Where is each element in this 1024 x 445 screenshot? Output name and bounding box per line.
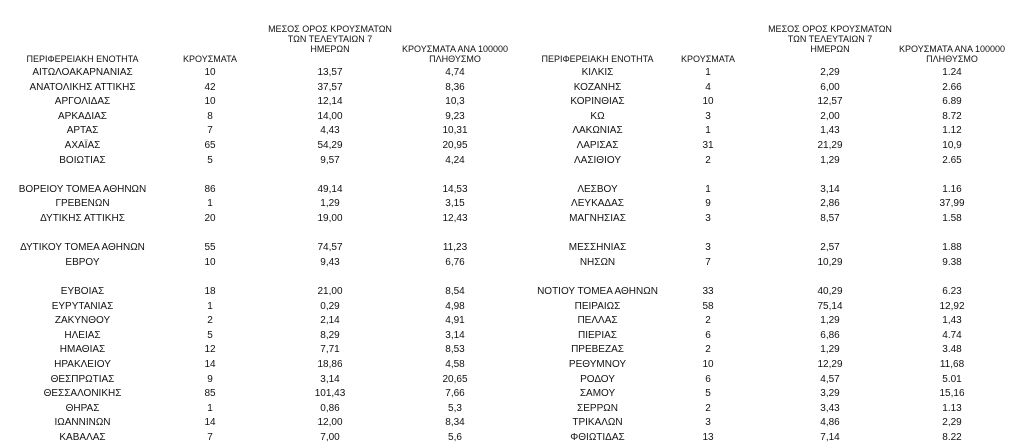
table-row <box>0 256 1024 270</box>
table-row <box>0 212 1024 226</box>
right-cell-avg: 2,29 <box>820 67 840 78</box>
left-cell-avg: 0,29 <box>320 300 340 312</box>
left-cell-per100k: 5,3 <box>448 402 462 414</box>
left-cell-avg: 54,29 <box>317 140 343 151</box>
right-cell-region: ΠΙΕΡΙΑΣ <box>578 329 617 341</box>
table-row <box>0 139 1024 153</box>
left-cell-region: ΒΟΙΩΤΙΑΣ <box>59 154 106 166</box>
right-cell-avg: 2,86 <box>820 198 840 210</box>
right-cell-avg: 12,57 <box>817 96 843 108</box>
left-cell-per100k: 10,3 <box>445 96 465 108</box>
right-header-region: ΠΕΡΙΦΕΡΕΙΑΚΗ ΕΝΟΤΗΤΑ <box>541 54 654 64</box>
left-cell-cases: 9 <box>207 373 213 385</box>
left-cell-per100k: 3,14 <box>445 329 465 341</box>
right-cell-region: ΛΕΥΚΑΔΑΣ <box>571 198 624 210</box>
right-cell-cases: 9 <box>705 198 711 210</box>
left-cell-per100k: 8,54 <box>445 286 465 297</box>
right-cell-cases: 1 <box>705 125 711 137</box>
left-header-per100k <box>390 44 520 64</box>
left-cell-avg: 9,43 <box>320 256 340 268</box>
left-cell-cases: 8 <box>207 110 213 122</box>
right-cell-avg: 6,00 <box>820 81 840 93</box>
right-cell-per100k: 2,29 <box>942 417 962 429</box>
right-cell-region: ΣΕΡΡΩΝ <box>577 402 618 414</box>
right-header-per100k-line1: ΚΡΟΥΣΜΑΤΑ ΑΝΑ 100000 <box>899 44 1005 54</box>
right-cell-avg: 7,14 <box>820 432 840 443</box>
right-cell-per100k: 6.23 <box>942 286 962 297</box>
table-row <box>0 314 1024 328</box>
right-header-avg <box>760 24 900 54</box>
table-row <box>0 285 1024 299</box>
left-cell-region: ΙΩΑΝΝΙΝΩΝ <box>54 417 111 429</box>
right-header-avg-line1: ΜΕΣΟΣ ΟΡΟΣ ΚΡΟΥΣΜΑΤΩΝ <box>768 24 892 34</box>
table-row <box>0 431 1024 445</box>
table-row <box>0 402 1024 416</box>
table-row <box>0 95 1024 109</box>
table-row <box>0 168 1024 182</box>
right-cell-per100k: 5.01 <box>942 373 962 385</box>
left-header-avg-line1: ΜΕΣΟΣ ΟΡΟΣ ΚΡΟΥΣΜΑΤΩΝ <box>268 24 392 34</box>
right-cell-cases: 58 <box>702 300 714 312</box>
left-cell-cases: 10 <box>204 96 216 108</box>
left-cell-region: ΘΗΡΑΣ <box>65 402 100 414</box>
left-cell-per100k: 4,58 <box>445 359 465 370</box>
right-cell-region: ΡΕΘΥΜΝΟΥ <box>568 359 627 370</box>
left-cell-region: ΑΝΑΤΟΛΙΚΗΣ ΑΤΤΙΚΗΣ <box>29 81 136 93</box>
right-cell-region: ΚΩ <box>590 110 605 122</box>
right-header-per100k-line2: ΠΛΗΘΥΣΜΟ <box>926 54 978 64</box>
right-cell-per100k: 37,99 <box>939 198 965 210</box>
right-cell-cases: 13 <box>702 432 714 443</box>
left-header-per100k-line2: ΠΛΗΘΥΣΜΟ <box>429 54 481 64</box>
left-cell-per100k: 11,23 <box>442 242 468 254</box>
left-cell-per100k: 4,98 <box>445 300 465 312</box>
left-cell-region: ΖΑΚΥΝΘΟΥ <box>54 315 111 327</box>
right-cell-avg: 21,29 <box>817 140 843 151</box>
left-cell-per100k: 8,36 <box>445 81 465 93</box>
right-cell-cases: 2 <box>705 154 711 166</box>
left-cell-region: ΔΥΤΙΚΟΥ ΤΟΜΕΑ ΑΘΗΝΩΝ <box>20 242 145 254</box>
left-cell-avg: 1,29 <box>320 198 340 210</box>
left-cell-region: ΑΙΤΩΛΟΑΚΑΡΝΑΝΙΑΣ <box>32 67 133 78</box>
right-cell-per100k: 9.38 <box>942 256 962 268</box>
right-cell-region: ΣΑΜΟΥ <box>579 388 616 400</box>
left-cell-per100k: 3,15 <box>445 198 465 210</box>
left-cell-avg: 13,57 <box>317 67 343 78</box>
right-cell-region: ΦΘΙΩΤΙΔΑΣ <box>570 432 625 443</box>
right-cell-avg: 1,29 <box>820 315 840 327</box>
left-cell-avg: 12,14 <box>317 96 343 108</box>
table-row <box>0 124 1024 138</box>
left-cell-cases: 42 <box>204 81 216 93</box>
table-row <box>0 300 1024 314</box>
right-cell-region: ΝΗΣΩΝ <box>579 256 616 268</box>
left-header-avg-line3: ΗΜΕΡΩΝ <box>310 44 350 54</box>
left-cell-cases: 7 <box>207 432 213 443</box>
left-cell-avg: 18,86 <box>317 359 343 370</box>
right-cell-cases: 33 <box>702 286 714 297</box>
right-cell-per100k: 1.12 <box>942 125 962 137</box>
table-row <box>0 241 1024 255</box>
right-cell-per100k: 1,43 <box>942 315 962 327</box>
left-cell-cases: 5 <box>207 329 213 341</box>
left-cell-cases: 86 <box>204 183 216 195</box>
left-cell-region: ΗΛΕΙΑΣ <box>64 329 101 341</box>
right-cell-avg: 3,43 <box>820 402 840 414</box>
left-cell-per100k: 4,74 <box>445 67 465 78</box>
right-cell-cases: 10 <box>702 359 714 370</box>
right-cell-cases: 2 <box>705 402 711 414</box>
right-cell-avg: 40,29 <box>817 286 843 297</box>
right-cell-cases: 2 <box>705 344 711 356</box>
left-cell-avg: 8,29 <box>320 329 340 341</box>
left-cell-per100k: 14,53 <box>442 183 468 195</box>
left-cell-cases: 14 <box>204 417 216 429</box>
table-row <box>0 197 1024 211</box>
left-cell-region: ΘΕΣΣΑΛΟΝΙΚΗΣ <box>43 388 122 400</box>
left-cell-region: ΑΡΚΑΔΙΑΣ <box>58 110 107 122</box>
left-header-avg <box>260 24 400 54</box>
left-cell-cases: 12 <box>204 344 216 356</box>
left-cell-avg: 74,57 <box>317 242 343 254</box>
right-cell-per100k: 1.58 <box>942 213 962 224</box>
left-cell-per100k: 10,31 <box>442 125 468 137</box>
left-cell-avg: 14,00 <box>317 110 343 122</box>
right-cell-region: ΠΕΙΡΑΙΩΣ <box>574 300 621 312</box>
left-cell-region: ΚΑΒΑΛΑΣ <box>59 432 106 443</box>
right-cell-region: ΛΑΡΙΣΑΣ <box>576 140 619 151</box>
left-cell-cases: 2 <box>207 315 213 327</box>
left-cell-cases: 18 <box>204 286 216 297</box>
left-cell-cases: 14 <box>204 359 216 370</box>
right-cell-per100k: 10,9 <box>942 140 962 151</box>
right-cell-region: ΚΙΛΚΙΣ <box>581 67 614 78</box>
table-row <box>0 227 1024 241</box>
left-header-avg-line2: ΤΩΝ ΤΕΛΕΥΤΑΙΩΝ 7 <box>287 34 373 44</box>
right-cell-per100k: 15,16 <box>939 388 965 400</box>
right-cell-region: ΛΑΚΩΝΙΑΣ <box>572 125 623 137</box>
right-header-avg-line3: ΗΜΕΡΩΝ <box>810 44 850 54</box>
right-cell-cases: 3 <box>705 242 711 254</box>
right-cell-cases: 1 <box>705 67 711 78</box>
left-header-per100k-line1: ΚΡΟΥΣΜΑΤΑ ΑΝΑ 100000 <box>402 44 508 54</box>
right-cell-region: ΜΑΓΝΗΣΙΑΣ <box>569 213 626 224</box>
right-cell-region: ΠΕΛΛΑΣ <box>577 315 618 327</box>
left-cell-cases: 85 <box>204 388 216 400</box>
right-cell-per100k: 1.88 <box>942 242 962 254</box>
right-cell-per100k: 3.48 <box>942 344 962 356</box>
table-row <box>0 329 1024 343</box>
right-cell-per100k: 8.72 <box>942 110 962 122</box>
left-cell-avg: 4,43 <box>320 125 340 137</box>
right-cell-region: ΚΟΡΙΝΘΙΑΣ <box>570 96 625 108</box>
left-cell-per100k: 12,43 <box>442 213 468 224</box>
left-cell-avg: 49,14 <box>317 183 343 195</box>
right-cell-per100k: 6.89 <box>942 96 962 108</box>
table-row <box>0 373 1024 387</box>
left-cell-region: ΕΒΡΟΥ <box>65 256 100 268</box>
table-row <box>0 358 1024 372</box>
left-cell-region: ΑΡΤΑΣ <box>66 125 99 137</box>
left-cell-region: ΗΡΑΚΛΕΙΟΥ <box>54 359 111 370</box>
left-cell-region: ΑΧΑΪΑΣ <box>64 140 101 151</box>
right-cell-per100k: 11,68 <box>939 359 965 370</box>
left-cell-cases: 7 <box>207 125 213 137</box>
left-cell-per100k: 6,76 <box>445 256 465 268</box>
left-cell-avg: 7,00 <box>320 432 340 443</box>
right-cell-avg: 4,86 <box>820 417 840 429</box>
table-row <box>0 270 1024 284</box>
right-header-avg-line2: ΤΩΝ ΤΕΛΕΥΤΑΙΩΝ 7 <box>787 34 873 44</box>
left-cell-region: ΕΥΡΥΤΑΝΙΑΣ <box>51 300 114 312</box>
left-cell-per100k: 8,34 <box>445 417 465 429</box>
right-cell-avg: 10,29 <box>817 256 843 268</box>
left-cell-avg: 101,43 <box>314 388 346 400</box>
right-cell-region: ΛΑΣΙΘΙΟΥ <box>574 154 621 166</box>
left-cell-cases: 5 <box>207 154 213 166</box>
left-cell-per100k: 7,66 <box>445 388 465 400</box>
left-cell-cases: 1 <box>207 198 213 210</box>
table-row <box>0 66 1024 80</box>
right-cell-avg: 3,14 <box>820 183 840 195</box>
right-cell-region: ΠΡΕΒΕΖΑΣ <box>571 344 624 356</box>
right-cell-avg: 3,29 <box>820 388 840 400</box>
left-cell-cases: 10 <box>204 67 216 78</box>
left-cell-cases: 65 <box>204 140 216 151</box>
table-row <box>0 387 1024 401</box>
right-cell-cases: 5 <box>705 388 711 400</box>
right-cell-per100k: 1.13 <box>942 402 962 414</box>
right-cell-cases: 31 <box>702 140 714 151</box>
left-cell-region: ΕΥΒΟΙΑΣ <box>60 286 105 297</box>
right-header-per100k <box>887 44 1017 64</box>
left-cell-avg: 12,00 <box>317 417 343 429</box>
right-cell-region: ΛΕΣΒΟΥ <box>577 183 618 195</box>
left-cell-avg: 0,86 <box>320 402 340 414</box>
left-cell-region: ΓΡΕΒΕΝΩΝ <box>55 198 110 210</box>
right-cell-cases: 10 <box>702 96 714 108</box>
right-cell-cases: 6 <box>705 373 711 385</box>
right-cell-cases: 2 <box>705 315 711 327</box>
right-cell-per100k: 1.16 <box>942 183 962 195</box>
right-cell-region: ΤΡΙΚΑΛΩΝ <box>572 417 623 429</box>
right-cell-avg: 12,29 <box>817 359 843 370</box>
right-cell-avg: 8,57 <box>820 213 840 224</box>
right-cell-per100k: 2.65 <box>942 154 962 166</box>
left-cell-region: ΒΟΡΕΙΟΥ ΤΟΜΕΑ ΑΘΗΝΩΝ <box>18 183 147 195</box>
right-cell-avg: 1,29 <box>820 154 840 166</box>
right-cell-cases: 7 <box>705 256 711 268</box>
right-cell-region: ΜΕΣΣΗΝΙΑΣ <box>568 242 627 254</box>
left-cell-per100k: 4,91 <box>445 315 465 327</box>
left-cell-per100k: 20,95 <box>442 140 468 151</box>
left-cell-avg: 37,57 <box>317 81 343 93</box>
left-cell-per100k: 4,24 <box>445 154 465 166</box>
right-cell-cases: 3 <box>705 110 711 122</box>
right-cell-region: ΡΟΔΟΥ <box>580 373 615 385</box>
table-row <box>0 110 1024 124</box>
right-cell-avg: 1,43 <box>820 125 840 137</box>
left-cell-region: ΗΜΑΘΙΑΣ <box>59 344 106 356</box>
left-cell-region: ΑΡΓΟΛΙΔΑΣ <box>54 96 111 108</box>
left-cell-avg: 2,14 <box>320 315 340 327</box>
right-cell-cases: 6 <box>705 329 711 341</box>
right-cell-avg: 4,57 <box>820 373 840 385</box>
left-header-cases: ΚΡΟΥΣΜΑΤΑ <box>183 54 237 64</box>
right-cell-cases: 3 <box>705 417 711 429</box>
right-cell-avg: 2,57 <box>820 242 840 254</box>
left-cell-region: ΔΥΤΙΚΗΣ ΑΤΤΙΚΗΣ <box>40 213 125 224</box>
right-cell-avg: 75,14 <box>817 300 843 312</box>
right-cell-avg: 6,86 <box>820 329 840 341</box>
right-cell-avg: 2,00 <box>820 110 840 122</box>
right-cell-per100k: 8.22 <box>942 432 962 443</box>
left-cell-cases: 1 <box>207 402 213 414</box>
left-cell-avg: 7,71 <box>320 344 340 356</box>
right-cell-per100k: 4.74 <box>942 329 962 341</box>
left-cell-per100k: 8,53 <box>445 344 465 356</box>
left-cell-avg: 19,00 <box>317 213 343 224</box>
left-cell-avg: 9,57 <box>320 154 340 166</box>
table-row <box>0 343 1024 357</box>
table-row <box>0 183 1024 197</box>
right-cell-region: ΝΟΤΙΟΥ ΤΟΜΕΑ ΑΘΗΝΩΝ <box>537 286 658 297</box>
right-cell-per100k: 2.66 <box>942 81 962 93</box>
left-cell-cases: 10 <box>204 256 216 268</box>
left-cell-avg: 3,14 <box>320 373 340 385</box>
right-cell-region: ΚΟΖΑΝΗΣ <box>573 81 622 93</box>
right-cell-avg: 1,29 <box>820 344 840 356</box>
left-cell-per100k: 20,65 <box>442 373 468 385</box>
right-cell-per100k: 12,92 <box>939 300 965 312</box>
left-header-region: ΠΕΡΙΦΕΡΕΙΑΚΗ ΕΝΟΤΗΤΑ <box>26 54 139 64</box>
left-cell-cases: 55 <box>204 242 216 254</box>
right-cell-per100k: 1.24 <box>942 67 962 78</box>
right-cell-cases: 3 <box>705 213 711 224</box>
left-cell-per100k: 9,23 <box>445 110 465 122</box>
table-row <box>0 416 1024 430</box>
right-cell-cases: 1 <box>705 183 711 195</box>
left-cell-cases: 20 <box>204 213 216 224</box>
right-cell-cases: 4 <box>705 81 711 93</box>
left-cell-region: ΘΕΣΠΡΩΤΙΑΣ <box>50 373 115 385</box>
left-cell-avg: 21,00 <box>317 286 343 297</box>
left-cell-cases: 1 <box>207 300 213 312</box>
table-row <box>0 81 1024 95</box>
table-row <box>0 154 1024 168</box>
left-cell-per100k: 5,6 <box>448 432 462 443</box>
right-header-cases: ΚΡΟΥΣΜΑΤΑ <box>681 54 735 64</box>
